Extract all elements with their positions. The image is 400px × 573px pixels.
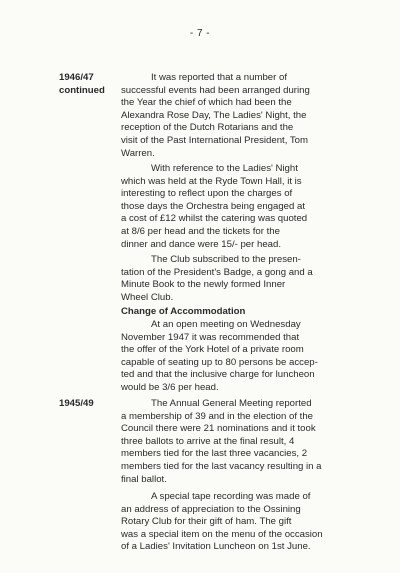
paragraph-line: Wheel Club. xyxy=(121,291,174,303)
year-text: 1945/49 xyxy=(59,398,94,409)
paragraph-line: the offer of the York Hotel of a private room xyxy=(121,344,304,356)
paragraph-line: members tied for the last three vacancies, 2 xyxy=(121,448,308,460)
paragraph-line: November 1947 it was recommended that xyxy=(121,331,300,343)
paragraph-accommodation xyxy=(121,319,363,395)
paragraph-line: At an open meeting on Wednesday xyxy=(151,319,301,330)
paragraph-line: ted and that the inclusive charge for luncheon xyxy=(121,369,315,381)
paragraph-tape-recording xyxy=(121,491,363,554)
paragraph-line: The Club subscribed to the presen- xyxy=(151,254,301,265)
paragraph-line: The Annual General Meeting reported xyxy=(151,398,312,409)
paragraph-line: It was reported that a number of xyxy=(151,72,287,83)
paragraph-line: With reference to the Ladies' Night xyxy=(151,163,298,174)
year-label-1946-47 xyxy=(59,72,117,97)
year-label-1945-49 xyxy=(59,398,117,411)
subheading-change-of-accommodation: Change of Accommodation xyxy=(121,306,246,317)
paragraph-ladies-night xyxy=(121,163,363,251)
paragraph-line: Minute Book to the newly formed Inner xyxy=(121,279,286,291)
year-text: 1946/47 xyxy=(59,72,94,83)
paragraph-line: successful events had been arranged during xyxy=(121,84,310,96)
paragraph-line: Warren. xyxy=(121,147,155,159)
year-continued-text: continued xyxy=(59,84,105,96)
paragraph-line: A special tape recording was made of xyxy=(151,491,311,502)
paragraph-line: final ballot. xyxy=(121,473,167,485)
paragraph-line: was a special item on the menu of the occasion xyxy=(121,528,323,540)
paragraph-rose-day xyxy=(121,72,363,160)
paragraph-line: a cost of £12 whilst the catering was quoted xyxy=(121,213,308,225)
paragraph-line: of a Ladies' Invitation Luncheon on 1st June. xyxy=(121,541,311,553)
paragraph-line: Rotary Club for their gift of ham. The gift xyxy=(121,516,292,528)
paragraph-line: a membership of 39 and in the election of the xyxy=(121,410,313,422)
paragraph-line: interesting to reflect upon the charges of xyxy=(121,188,293,200)
paragraph-presidents-badge xyxy=(121,254,363,304)
paragraph-line: those days the Orchestra being engaged at xyxy=(121,200,306,212)
paragraph-line: reception of the Dutch Rotarians and the xyxy=(121,122,294,134)
paragraph-line: visit of the Past International President, Tom xyxy=(121,134,308,146)
page-number: - 7 - xyxy=(189,28,211,39)
paragraph-line: dinner and dance were 15/- per head. xyxy=(121,238,282,250)
paragraph-line: the Year the chief of which had been the xyxy=(121,97,292,109)
paragraph-line: Council there were 21 nominations and it took xyxy=(121,423,316,435)
paragraph-line: would be 3/6 per head. xyxy=(121,381,219,393)
paragraph-line: three ballots to arrive at the final result, 4 xyxy=(121,435,295,447)
paragraph-line: tation of the President's Badge, a gong and a xyxy=(121,266,313,278)
paragraph-line: at 8/6 per head and the tickets for the xyxy=(121,225,280,237)
paragraph-line: an address of appreciation to the Ossining xyxy=(121,503,301,515)
paragraph-line: which was held at the Ryde Town Hall, it is xyxy=(121,175,302,187)
paragraph-line: members tied for the last vacancy resulting in a xyxy=(121,460,322,472)
paragraph-agm xyxy=(121,398,363,486)
paragraph-line: capable of seating up to 80 persons be accep- xyxy=(121,356,318,368)
paragraph-line: Alexandra Rose Day, The Ladies' Night, the xyxy=(121,109,307,121)
